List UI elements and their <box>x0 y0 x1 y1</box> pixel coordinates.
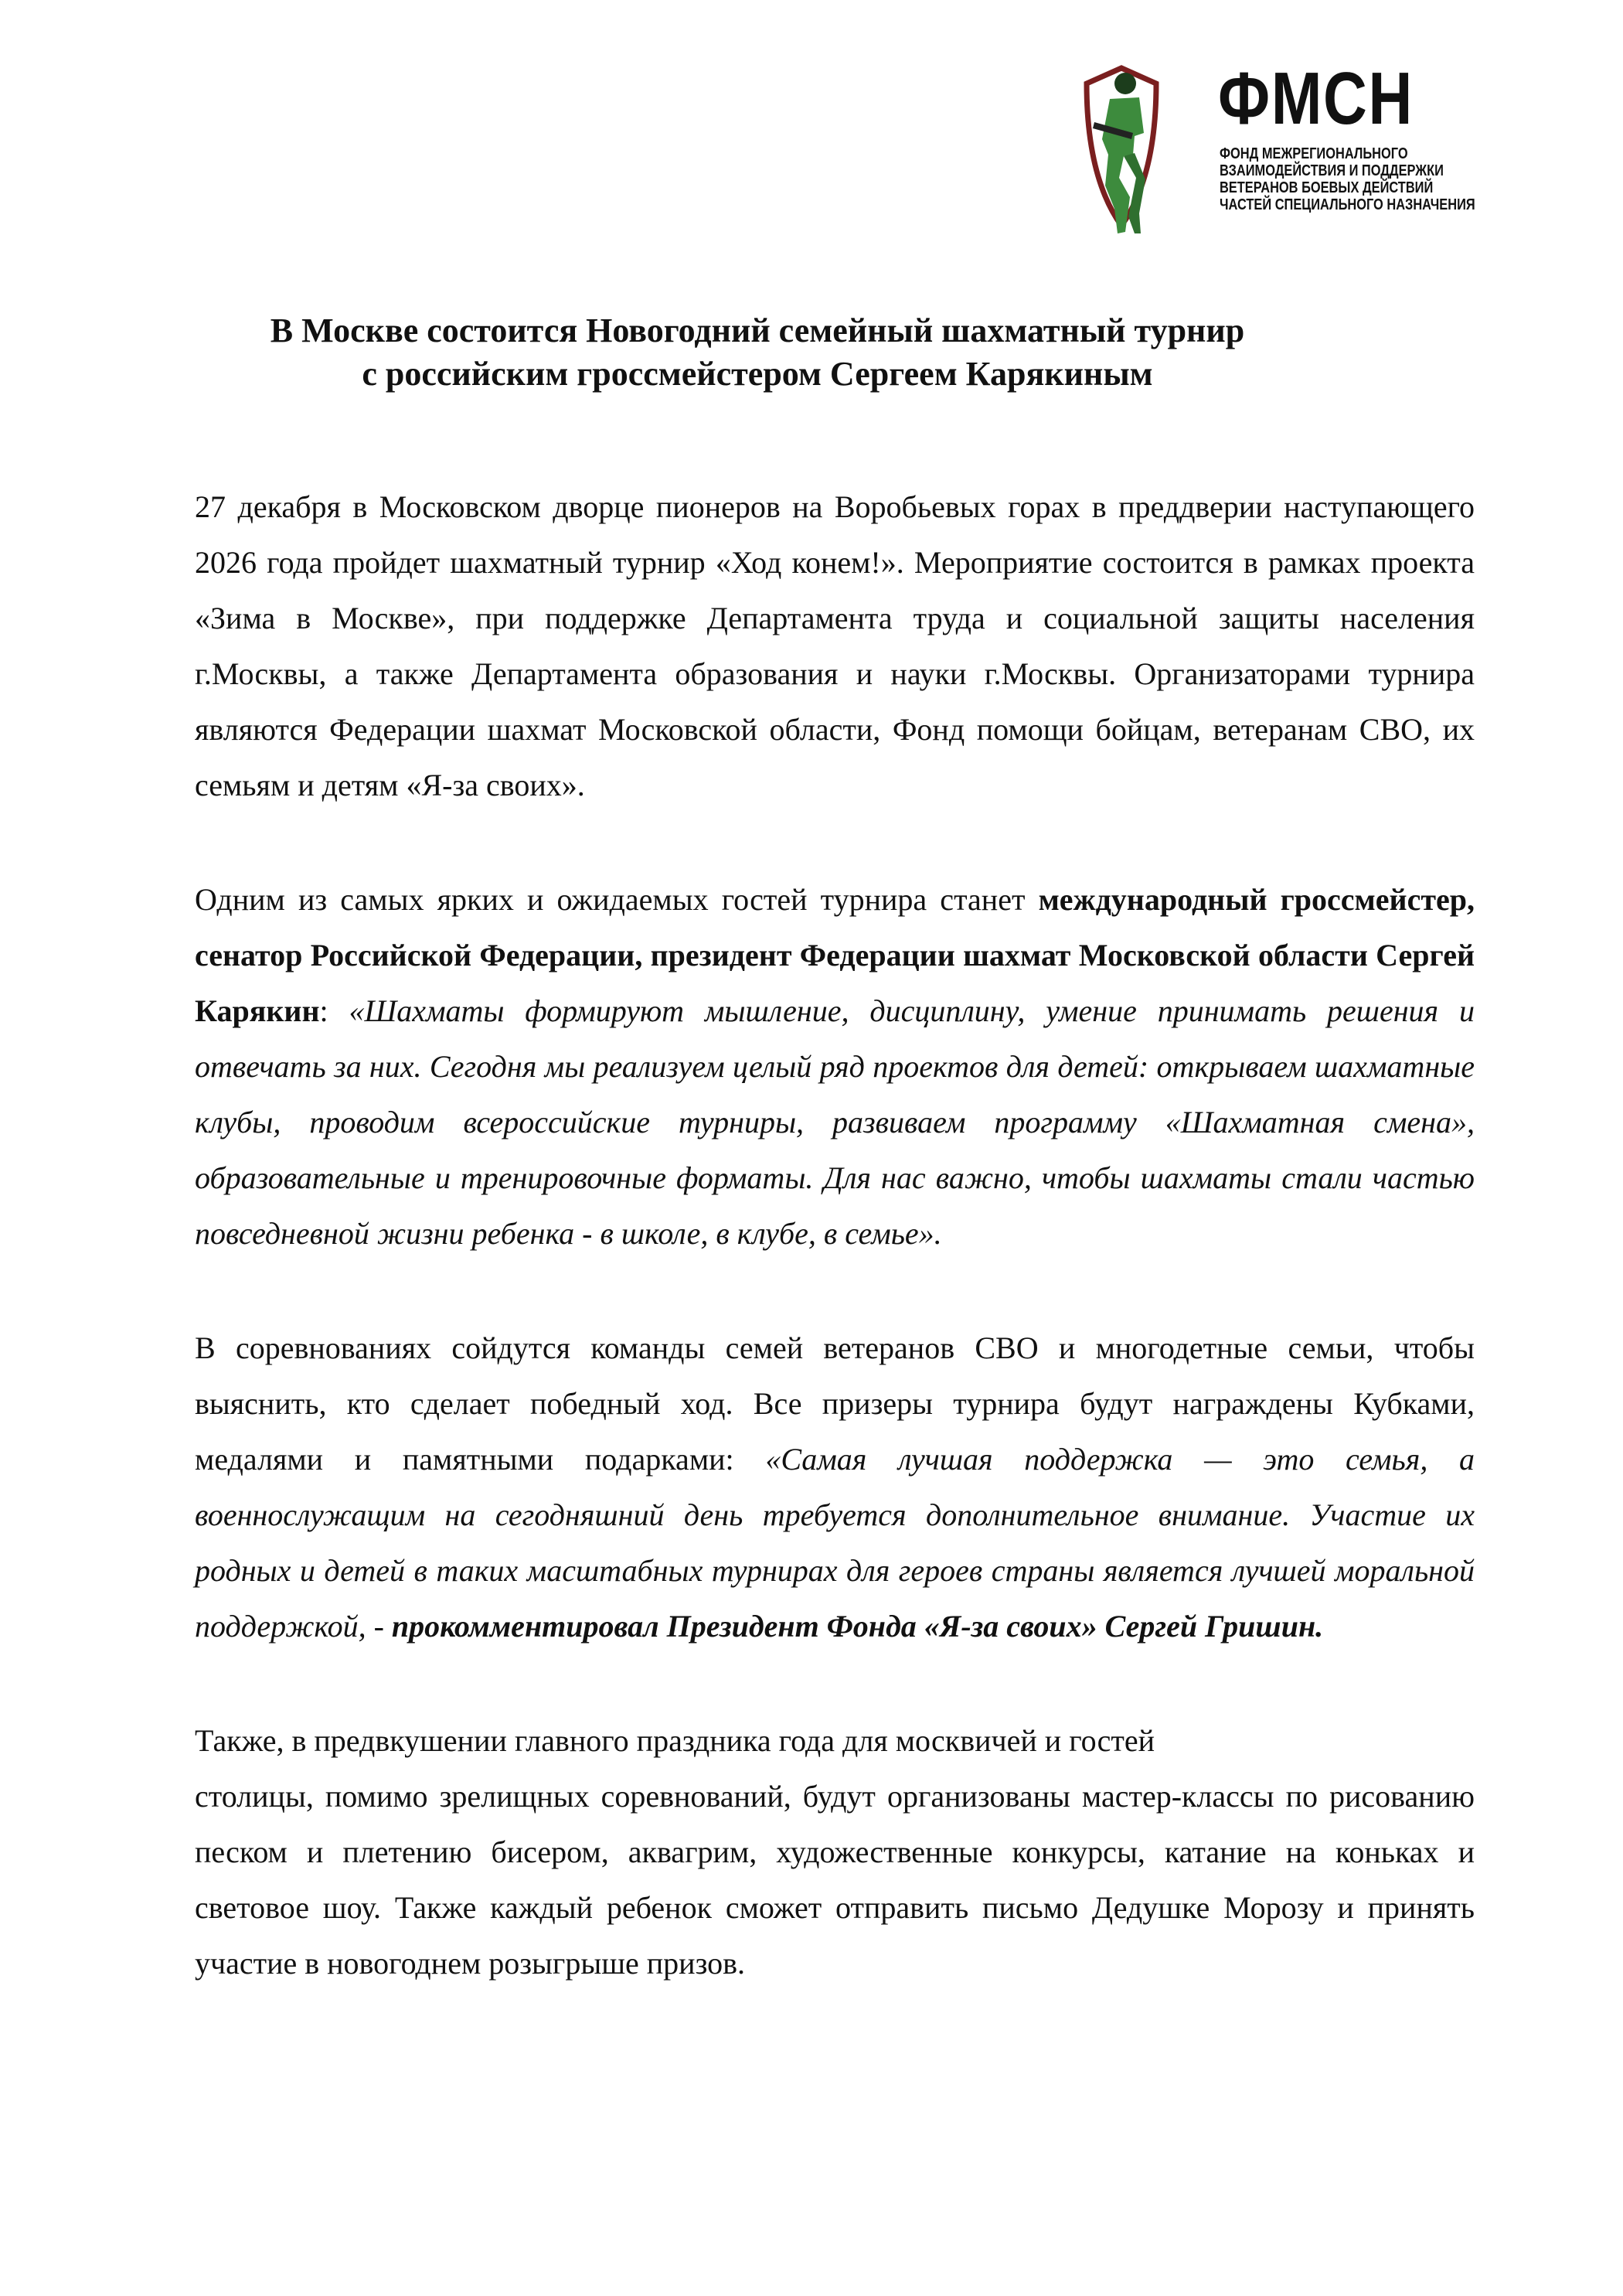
karjakin-quote: «Шахматы формируют мышление, дисциплину, умение принимать решения и отвечать за них. Сегодня мы реализуем целый ряд проектов для детей: открываем шахматные клубы, проводим всероссийские турниры, развиваем программу «Шахматная смена», образовательные и тренировочные форматы. Для нас важно, чтобы шахматы стали частью повседневной жизни ребенка - в школе, в клубе, в семье». <box>195 993 1475 1251</box>
logo-subtitle-line: ВЗАИМОДЕЙСТВИЯ И ПОДДЕРЖКИ <box>1220 162 1444 179</box>
logo-subtitle-line: ЧАСТЕЙ СПЕЦИАЛЬНОГО НАЗНАЧЕНИЯ <box>1220 196 1475 213</box>
soldier-shield-emblem-icon <box>1079 62 1164 240</box>
paragraph-intro: В соревнованиях сойдутся команды семей ветеранов СВО и многодетные семьи, чтобы выяснить, кто сделает победный ход. Все призеры турнира будут награждены Кубками, медалями и памятными подарками: <box>195 1330 1475 1477</box>
paragraph-intro: Одним из самых ярких и ожидаемых гостей турнира станет <box>195 882 1039 917</box>
logo-subtitle-line: ВЕТЕРАНОВ БОЕВЫХ ДЕЙСТВИЙ <box>1220 179 1434 196</box>
logo-subtitle-line: ФОНД МЕЖРЕГИОНАЛЬНОГО <box>1220 145 1408 162</box>
grishin-quote: «Самая лучшая поддержка — это семья, а военнослужащим на сегодняшний день требуется дополнительное внимание. Участие их родных и детей в таких масштабных турнирах для героев страны является лучшей моральной поддержкой, - <box>195 1442 1475 1644</box>
paragraph-grishin-quote <box>195 1320 1475 1654</box>
grishin-attribution: прокомментировал Президент Фонда «Я-за своих» Сергей Гришин. <box>391 1609 1324 1644</box>
paragraph-rest: столицы, помимо зрелищных соревнований, будут организованы мастер-классы по рисованию песком и плетению бисером, аквагрим, художественные конкурсы, катание на коньках и световое шоу. Также каждый ребенок сможет отправить письмо Дедушке Морозу и принять участие в новогоднем розыгрыше призов. <box>195 1779 1475 1981</box>
paragraph-event-announcement: 27 декабря в Московском дворце пионеров на Воробьевых горах в преддверии наступающего 2026 года пройдет шахматный турнир «Ход конем!». Мероприятие состоится в рамках проекта «Зима в Москве», при поддержке Департамента труда и социальной защиты населения г.Москвы, а также Департамента образования и науки г.Москвы. Организаторами турнира являются Федерации шахмат Московской области, Фонд помощи бойцам, ветеранам СВО, их семьям и детям «Я-за своих». <box>195 489 1475 802</box>
logo-abbreviation: ФМСН <box>1218 57 1414 140</box>
article-body <box>195 479 1475 2050</box>
fmsn-logo <box>1079 57 1475 240</box>
logo-subtitle <box>1220 145 1475 213</box>
press-release-title <box>116 309 1399 396</box>
colon: : <box>319 993 349 1028</box>
title-line-1: В Москве состоится Новогодний семейный шахматный турнир <box>270 312 1245 349</box>
paragraph-first-line: Также, в предвкушении главного праздника года для москвичей и гостей <box>195 1723 1155 1758</box>
paragraph-karjakin-quote <box>195 872 1475 1262</box>
paragraph-activities <box>195 1713 1475 1991</box>
title-line-2: с российским гроссмейстером Сергеем Карякиным <box>362 355 1153 393</box>
karjakin-titles: международный гроссмейстер, сенатор Российской Федерации, президент Федерации шахмат Московской области Сергей Карякин <box>195 882 1475 1028</box>
